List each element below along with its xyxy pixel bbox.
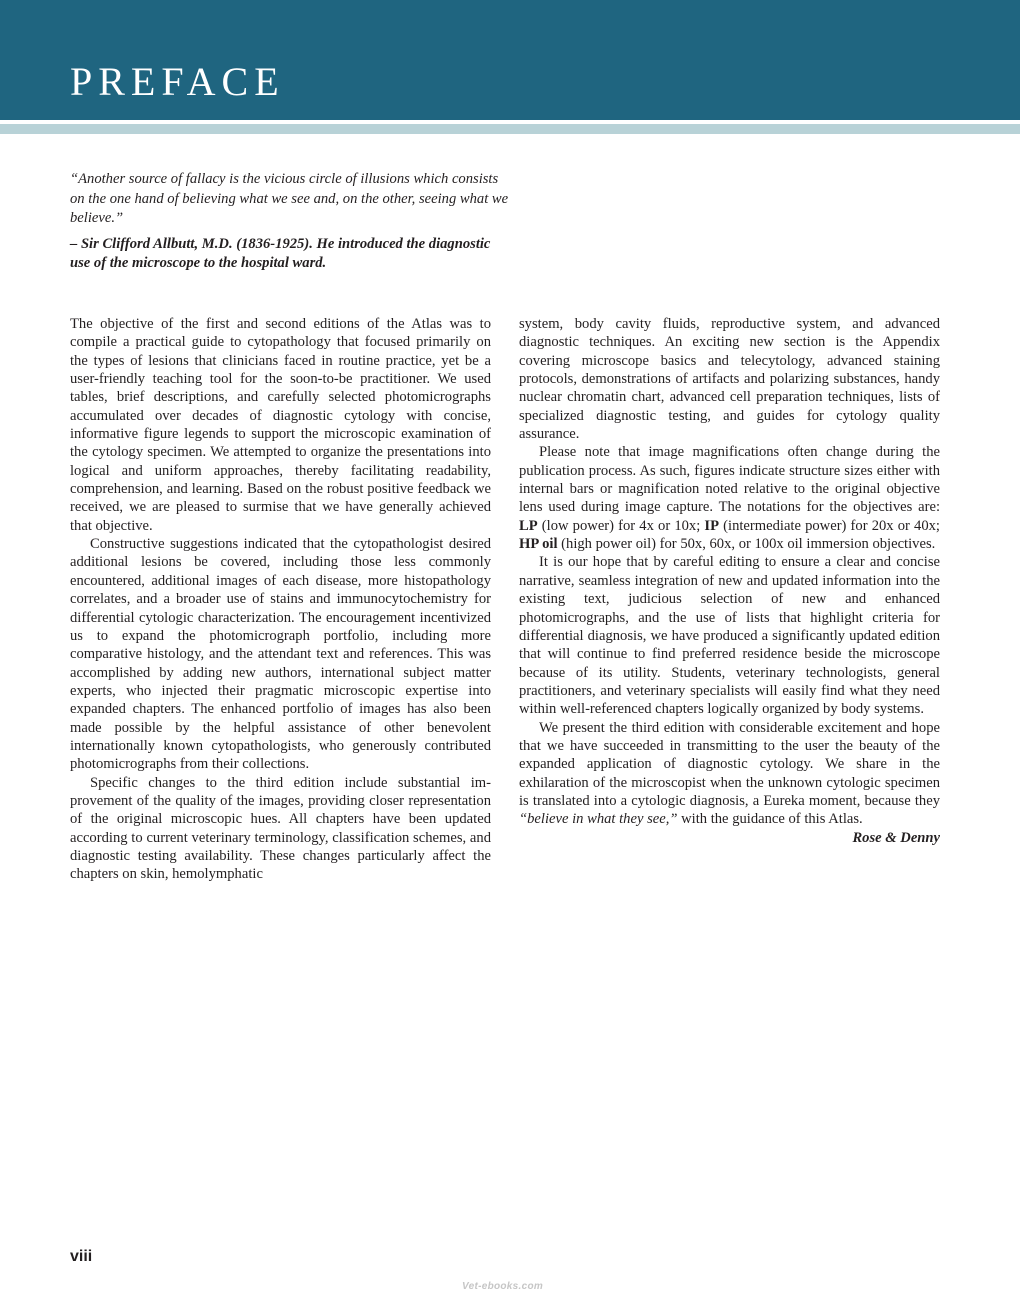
author-signature: Rose & Denny <box>852 829 940 846</box>
body-column-right <box>519 315 940 847</box>
present-text-2: with the guidance of this Atlas. <box>677 811 863 828</box>
page-title: PREFACE <box>70 59 285 104</box>
header-divider-light <box>0 124 1020 134</box>
paragraph-third-edition-changes <box>70 774 491 884</box>
magnification-text-2: (low power) for 4x or 10x; <box>537 517 705 534</box>
paragraph-magnifications <box>519 443 940 553</box>
hp-oil-term: HP oil <box>519 536 558 553</box>
paragraph-third-edition-text: Specific changes to the third edition include substantial improvement of the quality of the images, providing closer representation of the original microscopic hues. All chapters have been updated according to current veterinary terminology, classification schemes, and diagnostic testing availability. These changes particularly affect the chapters on skin, hemolymphatic <box>70 774 491 883</box>
magnification-text-4: (high power oil) for 50x, 60x, or 100x oil immersion objectives. <box>557 536 936 553</box>
lp-term: LP <box>519 517 538 534</box>
paragraph-hope: It is our hope that by careful editing to ensure a clear and concise narrative, seamless integration of new and updated information into the existing text, judicious selection of new and enhanced photomicrographs, and the use of lists that highlight criteria for differential diagnosis, we have produced a significantly updated edition that will continue to find preferred residence beside the microscope because of its utility. Students, veterinary technologists, general practitioners, and veterinary specialists will easily find what they need within well-referenced chapters logically organized by body systems. <box>519 554 940 718</box>
epigraph <box>70 170 510 274</box>
header-band <box>0 0 1020 120</box>
paragraph-present <box>519 719 940 829</box>
present-text-1: We present the third edition with considerable excitement and hope that we have succeeded in transmitting to the user the beauty of the expanded application of diagnostic cytology. We share in the exhilaration of the microscopist when the unknown cytologic specimen is translated into a cytologic diagnosis, a Eureka moment, because they <box>519 719 940 809</box>
watermark-logo: Vet-ebooks.com <box>462 1281 544 1292</box>
epigraph-quote: “Another source of fallacy is the vicious circle of illusions which consists on the one hand of believing what we see and, on the other, seeing what we believe.” <box>70 171 509 226</box>
body-column-left <box>70 315 491 884</box>
paragraph-third-edition-continued: system, body cavity fluids, reproductive system, and advanced diagnostic techniques. An exciting new section is the Appendix covering microscope basics and telecytology, advanced staining protocols, demonstrations of artifacts and polarizing substances, handy nuclear chromatin chart, advanced cell preparation techniques, lists of specialized diagnostic testing, and guides for cytology quality assurance. <box>519 316 940 443</box>
magnification-text-3: (intermediate power) for 20x or 40x; <box>719 517 940 534</box>
ip-term: IP <box>704 517 720 534</box>
paragraph-objective: The objective of the first and second editions of the Atlas was to compile a practical guide to cytopathology that focused primarily on the types of lesions that clinicians faced in routine practice, yet be a user-friendly teaching tool for the soon-to-be practitioner. We used tables, brief descriptions, and carefully selected photomicrographs accumulated over decades of diagnostic cytology with concise, informative figure legends to support the microscopic examination of the cytology specimen. We attempted to organize the presentations into logical and uniform approaches, thereby facilitating readability, comprehension, and learning. Based on the robust positive feedback we received, we are pleased to surmise that we have generally achieved that objective. <box>70 316 491 534</box>
page-number: viii <box>70 1248 93 1265</box>
paragraph-suggestions: Constructive suggestions indicated that the cytopathologist desired additional lesions be covered, including those less commonly encountered, additional images of each disease, more histopathology correlates, and a broader use of stains and immunocytochemistry for differential cytologic characterization. The encouragement incentivized us to expand the photomicrograph portfolio, including more comparative histology, and the attendant text and references. This was accomplished by adding new authors, international subject matter experts, who injected their pragmatic microscopic expertise into expanded chapters. The enhanced portfolio of images has also been made possible by the helpful assistance of other benevolent internationally known cytopathologists, who generously contributed photomicrographs from their collections. <box>70 536 491 773</box>
epigraph-attribution: – Sir Clifford Allbutt, M.D. (1836-1925). He introduced the diagnostic use of the microscope to the hospital ward. <box>70 235 491 271</box>
present-quote: “believe in what they see,” <box>519 811 678 828</box>
magnification-text-1: Please note that image magnifications often change during the publication process. As such, figures indicate structure sizes either with internal bars or magnification noted relative to the original objective lens used during image capture. The notations for the objectives are: <box>519 444 940 516</box>
